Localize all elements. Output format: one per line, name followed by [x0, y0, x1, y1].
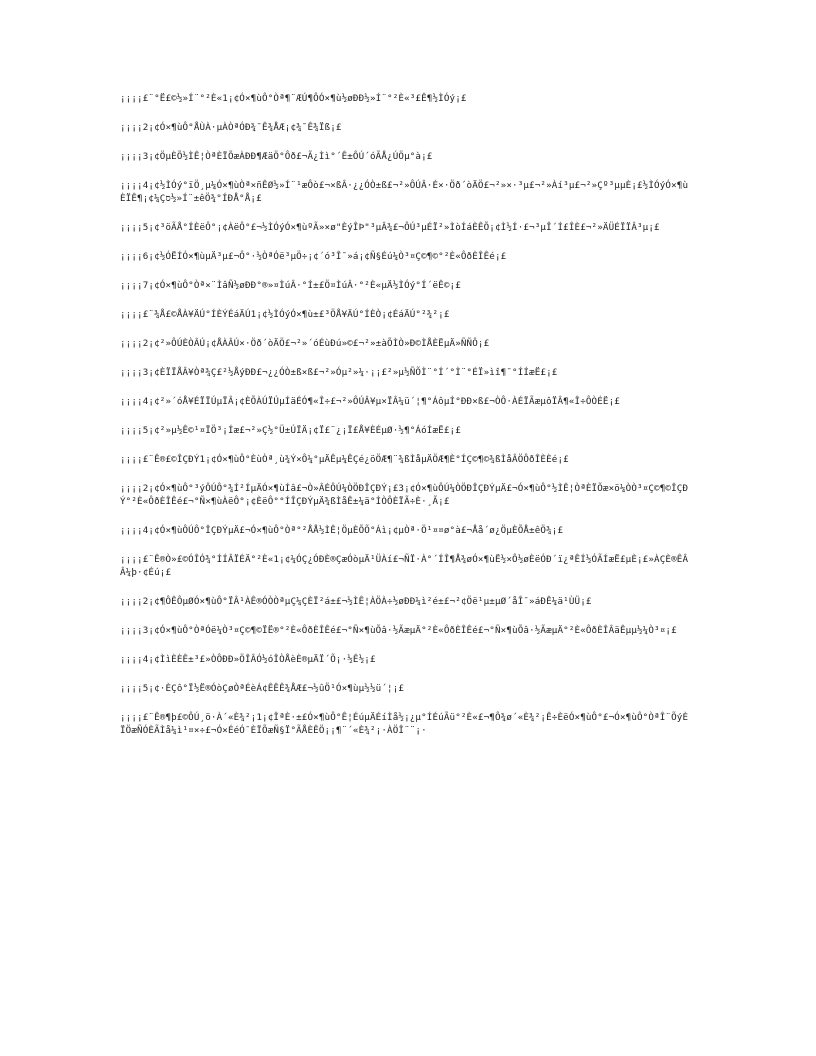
paragraph-3: ¡¡¡¡3¡¢ÖµÈÕ½ÌÊ¦ÒªÈÏÕæÀÐÐ¶ÆäÖ°Ôð£¬Ã¿Ìì°´Ê±ÔÚ´óÃÅ¿ÚÖµ°à¡£	[120, 151, 433, 162]
paragraph-4: ¡¡¡¡4¡¢½ÌÓý°ïÖ¸µ¼Ó×¶ùÒª×ñÊØ½»Í¨¹æÔò£¬×ßÂ·¿¿ÓÒ±ß£¬²»ÔÚÂ·É×·Öð´òÄÖ£¬²»×·³µ£¬²»Àí³µ£¬²»Çº³µµÈ¡£½ÌÓýÓ×¶ùÈÏÊ¶¡¢¼Çס½»Í¨±êÖ¾°ÍÐÅ°Å¡£	[120, 180, 689, 204]
document-body	[120, 92, 690, 753]
paragraph-2: ¡¡¡¡2¡¢Ó×¶ùÔ°ÅÙÀ·µÀÒªÓÐ¾¯Ê¾ÅÆ¡¢¾¯Ê¾Ïß¡£	[120, 122, 342, 133]
paragraph-8: ¡¡¡¡£¨¾Å£©ÅÀ¥ÄÚ°ÍÈÝÉáÄÚ1¡¢½ÌÓýÓ×¶ù±£³ÖÅ¥ÄÚ°ÍÈÒ¡¢ÉáÄÚ°²¾²¡£	[120, 309, 450, 320]
paragraph-16: ¡¡¡¡£¨Ê®Ò»£©ÓÎÓ¾°ÍÍÂÏÉÄ°²È«1¡¢¼ÓÇ¿ÓÐÈ®ÇæÓòµÄ¹ÜÀí£¬ÑÏ·À°´ÍÎ¶Å¾øÓ×¶ùË½×Ô½øÈëÓÐ´ï¿ªÊÍ½ÓÃÍæË£µÈ¡£»ÀÇÈ®ÊÂÂ¼þ·¢Éú¡£	[120, 554, 689, 578]
paragraph-20: ¡¡¡¡5¡¢·ÈÇô°Ï½Ë®ÓòÇøÒªÉèÁ¢ÊÊÊ¾ÅÆ£¬½ûÖ¹Ó×¶ùµ½½ü´¦¡£	[120, 683, 405, 694]
paragraph-6: ¡¡¡¡6¡¢½ÓËÍÓ×¶ùµÄ³µ£¬Ô°·½ÒªÓë³µÖ÷¡¢´ó³Î¯»á¡¢Ñ§Éú¼Ò³¤Ç©¶©°²È«ÔðÈÎÊé¡£	[120, 251, 507, 262]
paragraph-7: ¡¡¡¡7¡¢Ó×¶ùÔ°Òª×¨ÌâÑ½øÐÐ°®»¤ÌúÂ·°Í±£Ö¤ÌúÂ·°²È«µÄ½ÌÓý°Í´ëÊ©¡£	[120, 280, 461, 291]
paragraph-19: ¡¡¡¡4¡¢ÌìÈÈÊ±³£»ÒÔÐÐ»ÖÎÂÓ½óÎÒÅèÈ®µÄÏ´Õ¡·½Ê½¡£	[120, 654, 376, 665]
paragraph-15: ¡¡¡¡4¡¢Ó×¶ùÔÚÔ°ÎÇÐÝµÄ£¬Ó×¶ùÔ°Òª°²ÅÅ½ÌÊ¦ÖµÈÕÕ°Áì¡¢µÒª·Ö¹¤¤ø°à£¬Åå´ø¿ÖµÈÕÅ±êÖ¾¡£	[120, 525, 564, 536]
paragraph-18: ¡¡¡¡3¡¢Ó×¶ùÔ°ÒªÓë¼Ò³¤Ç©¶©ÏË®°²È«ÔðÈÎÊé£¬°Ñ×¶ùÕâ·½ÃæµÄ°²È«ÔðÈÎÊé£¬°Ñ×¶ùÕâ·½ÃæµÄ°²È«ÔðÈÎÂäÊµµ½¼Ò³¤¡£	[120, 625, 677, 636]
paragraph-5: ¡¡¡¡5¡¢³öÃÅ°ÍÈëÔ°¡¢ÀëÔ°£¬½ÌÓýÓ×¶ùºÃ»×ø"ÈýÎÞ"³µÂ¾£¬ÔÚ³µÉÏ²»ÌòÍáÈÊÕ¡¢Ì½Í·£¬³µÎ´Í£ÎÈ£¬²»ÄÜÉÏÏÂ³µ¡£	[120, 222, 660, 233]
paragraph-12: ¡¡¡¡5¡¢²»µ½Ê©¹¤ÏÖ³¡Íæ£¬²»Ç½°Ü±ÚÏÄ¡¢Ï£¨¿¡Ï£Å¥ÈÉµØ·½¶°ÁóÍæË£¡£	[120, 425, 461, 436]
paragraph-14: ¡¡¡¡2¡¢Ó×¶ùÔ°³ýÔÚÔ°¾Í²ÍµÄÓ×¶ùÍâ£¬Ò»ÂÉÔÚ¼ÒÖÐÎÇÐÝ¡£3¡¢Ó×¶ùÔÚ¼ÒÖÐÎÇÐÝµÄ£¬Ó×¶ùÔ°½ÌÊ¦ÒªÈÏÕæ×ö¼ÒÒ³¤Ç©¶©ÎÇÐÝ°²È«ÔðÈÎÊé£¬°Ñ×¶ùÀëÔ°¡¢ÈëÔ°°ÍÎÇÐÝµÄ¾ßÌåÊ±¼ä°ÍÒÔÈÏÃ÷È·¸Ã¡£	[120, 483, 689, 507]
paragraph-9: ¡¡¡¡2¡¢²»ÔÚÈÒÂÚ¡¢ÅÀÂÚ×·Öð´òÄÖ£¬²»´óÉùÐú»©£¬²»±àÕÌÒ»Ð©ÌÅÈËµÄ»ÑÑÔ¡£	[120, 338, 490, 349]
paragraph-17: ¡¡¡¡2¡¢¶ÔÊÔµØÓ×¶ùÔ°ÏÂ¹ÀÊ®ÓÒÒªµÇ¼ÇÈÏ²á±£¬½ÌÊ¦ÀÖÀ÷½øÐÐ¼ì²é±£¬²¢Öë¹µ±µØ´åÎ¯»áÐÊ¼ä¹ÙÜ¡£	[120, 596, 592, 607]
paragraph-21: ¡¡¡¡£¨Ê®¶þ£©ÔÚ¸ö·À´«È¾²¡1¡¢ÎªÈ·±£Ó×¶ùÔ°Ê¦ÉúµÄÉíÌå½¡¿µ°ÍÉúÃü°²È«£¬¶Ô¾ø´«È¾²¡Ê÷ÈëÓ×¶ùÔ°£¬Ó×¶ùÔ°ÒªÎ¨ÕýÈÏÖæÑÓÈÃÌå¼ì¹¤×÷£¬Ó×ÉéÓ¯ÈÏÕæÑ§Ï°ÃÅÈÊÖ¡¡¶¨´«È¾²¡·ÀÖÎ¨¨¡·	[120, 712, 689, 736]
paragraph-11: ¡¡¡¡4¡¢²»´óÅ¥ÉÏÏÚµÏÂ¡¢ÈÕÀÚÏÚµÍäÉÓ¶«Î÷£¬²»ÔÚÂ¥µ×ÏÂ¼ü´¦¶°ÁôµÍ°ÐÐ×ß£¬ÒÔ·ÀÉÏÃæµôÏÂ¶«Î÷ÔÒÉË¡£	[120, 396, 620, 407]
paragraph-1: ¡¡¡¡£¨°Ë£©½»Í¨°²È«1¡¢Ó×¶ùÔ°Òª¶¨ÆÚ¶ÔÓ×¶ù½øÐÐ½»Í¨°²È«³£Ê¶½ÌÓý¡£	[120, 93, 467, 104]
paragraph-13: ¡¡¡¡£¨Ê®£©ÎÇÐÝ1¡¢Ó×¶ùÔ°ÈùÒª¸ù¾Ý×Ô¼°µÄÊµ¼ÊÇé¿öÖÆ¶¨¾ßÌåµÄÖÆ¶È°ÍÇ©¶©¾ßÌåÂÖÔðÎÈÈé¡£	[120, 454, 569, 465]
paragraph-10: ¡¡¡¡3¡¢ÈÏÏÅÂ¥Òª¾Ç£²½ÅýÐÐ£¬¿¿ÓÒ±ß×ß£¬²»Óµ²»¼·¡¡£²»µ½ÑÕÌ¨°Í´°Ì¨°ÉÏ»ìî¶¯°ÍÍæË£¡£	[120, 367, 558, 378]
